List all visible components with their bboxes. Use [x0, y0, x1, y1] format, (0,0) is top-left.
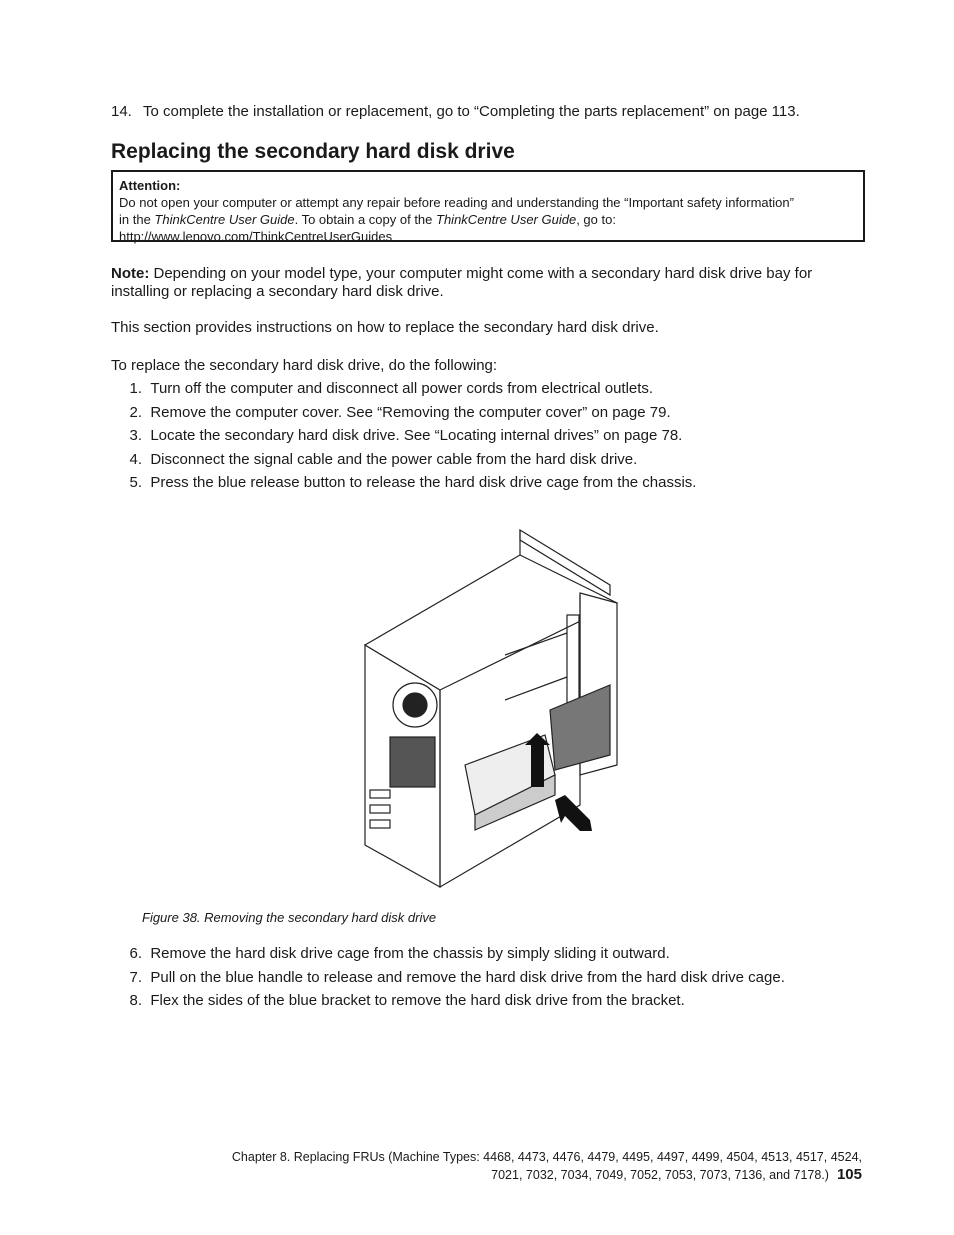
step-number: 14.	[111, 103, 132, 120]
note-label: Note:	[111, 265, 150, 282]
step-number: 6.	[129, 945, 142, 962]
step-number: 1.	[129, 380, 142, 397]
step-text: Disconnect the signal cable and the power cable from the hard disk drive.	[150, 450, 638, 468]
intro-paragraph: This section provides instructions on how to replace the secondary hard disk drive.	[111, 319, 659, 336]
page-number: 105	[836, 1166, 862, 1183]
steps-list	[111, 380, 871, 498]
attention-text: , go to:	[576, 212, 616, 227]
footer-line-2	[180, 1166, 862, 1184]
step-item	[111, 945, 871, 969]
lead-paragraph: To replace the secondary hard disk drive, do the following:	[111, 357, 498, 374]
step-item	[111, 992, 871, 1016]
step-text: Remove the hard disk drive cage from the chassis by simply sliding it outward.	[150, 945, 670, 962]
step-item	[111, 380, 871, 404]
step-text: Locate the secondary hard disk drive. See “Locating internal drives” on page 78.	[150, 427, 683, 445]
steps-list-continued	[111, 945, 871, 1016]
attention-label: Attention:	[119, 178, 181, 193]
attention-text: in the	[119, 212, 155, 227]
step-number: 7.	[129, 968, 142, 986]
step-item	[111, 969, 871, 993]
step-text: Press the blue release button to release the hard disk drive cage from the chassis.	[150, 474, 697, 492]
figure-caption: Figure 38. Removing the secondary hard disk drive	[142, 910, 437, 925]
step-item	[111, 474, 871, 498]
footer-line-1: Chapter 8. Replacing FRUs (Machine Types: 4468, 4473, 4476, 4479, 4495, 4497, 4499, 4504, 4513, 4517, 4524,	[231, 1150, 862, 1164]
step-text: Pull on the blue handle to release and remove the hard disk drive from the hard disk drive cage.	[150, 968, 785, 986]
step-number: 5.	[129, 474, 142, 492]
guide-url[interactable]: http://www.lenovo.com/ThinkCentreUserGuides	[119, 229, 393, 244]
step-text: To complete the installation or replacement, go to “Completing the parts replacement” on page 113.	[143, 103, 800, 120]
section-title: Replacing the secondary hard disk drive	[111, 140, 515, 163]
step-item	[111, 427, 871, 451]
note-text: Depending on your model type, your computer might come with a secondary hard disk drive bay for installing or replacing a secondary hard disk drive.	[111, 265, 813, 300]
figure-computer-chassis	[355, 525, 620, 890]
attention-box	[111, 170, 865, 242]
step-text: Flex the sides of the blue bracket to remove the hard disk drive from the bracket.	[150, 992, 685, 1010]
previous-step	[111, 103, 871, 121]
footer-machine-types: 7021, 7032, 7034, 7049, 7052, 7053, 7073, 7136, and 7178.)	[491, 1168, 829, 1182]
step-number: 4.	[129, 450, 142, 468]
step-number: 8.	[129, 992, 142, 1010]
attention-text: . To obtain a copy of the	[294, 212, 437, 227]
chassis-illustration	[355, 525, 620, 890]
attention-line-2	[119, 211, 857, 228]
page-footer	[180, 1148, 862, 1184]
step-number: 3.	[129, 427, 142, 445]
attention-line-1: Do not open your computer or attempt any repair before reading and understanding the “Important safety information”	[119, 195, 794, 210]
step-number: 2.	[129, 403, 142, 421]
step-text: Turn off the computer and disconnect all power cords from electrical outlets.	[150, 380, 654, 397]
step-item	[111, 451, 871, 475]
step-text: Remove the computer cover. See “Removing the computer cover” on page 79.	[150, 403, 671, 421]
step-item	[111, 404, 871, 428]
note-paragraph	[111, 265, 861, 301]
guide-title: ThinkCentre User Guide	[436, 212, 577, 227]
guide-title: ThinkCentre User Guide	[154, 212, 295, 227]
